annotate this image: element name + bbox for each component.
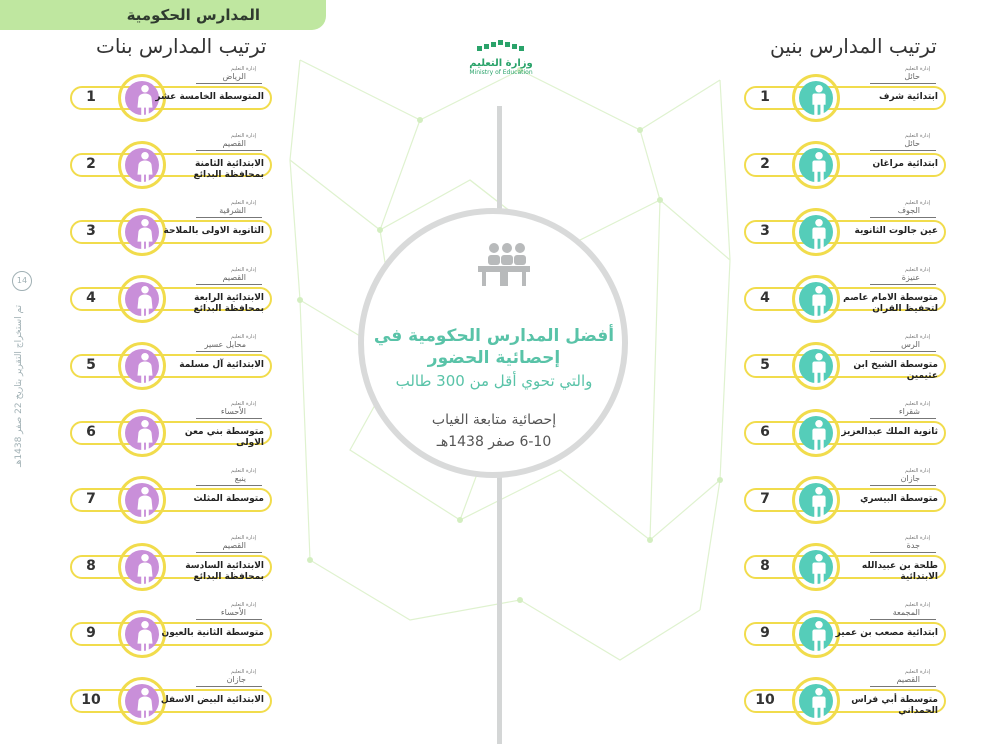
center-title-line2: إحصائية الحضور <box>427 348 561 368</box>
region-name: حائل <box>904 72 920 81</box>
rank-number: 8 <box>760 558 770 574</box>
female-person-icon <box>134 688 156 720</box>
rank-number: 4 <box>86 290 96 306</box>
school-name: متوسطة المثلث <box>193 494 264 504</box>
region-name: الأحساء <box>220 608 246 617</box>
school-name: ثانوية الملك عبدالعزيز <box>841 427 938 437</box>
education-dept-label: إدارة التعليم <box>231 267 256 273</box>
rank-number: 7 <box>760 491 770 507</box>
region-underline <box>196 83 262 84</box>
region-name: محايل عسير <box>204 340 246 349</box>
rank-number: 8 <box>86 558 96 574</box>
rank-number: 9 <box>86 625 96 641</box>
region-underline <box>196 351 262 352</box>
region-underline <box>196 150 262 151</box>
side-note-text: تم استخراج التقرير بتاريخ 22 صفر 1438هـ <box>14 305 24 467</box>
male-person-icon <box>808 152 830 184</box>
region-name: الجوف <box>897 206 920 215</box>
education-dept-label: إدارة التعليم <box>231 401 256 407</box>
education-dept-label: إدارة التعليم <box>231 468 256 474</box>
center-subtitle: والتي تحوي أقل من 300 طالب <box>395 372 593 390</box>
region-name: حائل <box>904 139 920 148</box>
education-dept-label: إدارة التعليم <box>905 602 930 608</box>
region-underline <box>870 552 936 553</box>
school-name: الابتدائية البيض الاسفل <box>160 695 264 705</box>
header-tab <box>0 0 326 30</box>
school-name: ابتدائية شرف <box>879 92 938 102</box>
education-dept-label: إدارة التعليم <box>905 669 930 675</box>
region-underline <box>870 418 936 419</box>
male-person-icon <box>808 286 830 318</box>
school-name: متوسطة الامام عاصم لتحفيظ القران <box>843 293 938 314</box>
ministry-logo <box>456 36 546 86</box>
region-name: الشرقية <box>219 206 246 215</box>
region-underline <box>196 418 262 419</box>
school-name: متوسطة البيسري <box>860 494 938 504</box>
rank-number: 9 <box>760 625 770 641</box>
school-name: ابتدائية مصعب بن عمير <box>835 628 938 638</box>
ministry-name-en: Ministry of Education <box>469 69 533 76</box>
region-name: المجمعة <box>892 608 920 617</box>
school-name: المتوسطة الخامسة عشر <box>155 92 264 102</box>
male-person-icon <box>808 85 830 117</box>
header-label: المدارس الحكومية <box>126 6 260 24</box>
female-person-icon <box>134 286 156 318</box>
education-dept-label: إدارة التعليم <box>231 200 256 206</box>
rank-number: 4 <box>760 290 770 306</box>
region-name: القصيم <box>222 541 246 550</box>
female-person-icon <box>134 353 156 385</box>
male-person-icon <box>808 688 830 720</box>
school-name: متوسطة الثانية بالعيون <box>161 628 264 638</box>
female-person-icon <box>134 554 156 586</box>
education-dept-label: إدارة التعليم <box>905 401 930 407</box>
region-underline <box>196 284 262 285</box>
school-name: طلحة بن عبيدالله الابتدائية <box>861 561 938 582</box>
region-underline <box>196 485 262 486</box>
school-name: الابتدائية آل مسلمة <box>179 360 264 370</box>
region-name: ينبع <box>234 474 246 483</box>
school-name: متوسطة الشيخ ابن عثيمين <box>853 360 938 381</box>
girls-column-title: ترتيب المدارس بنات <box>96 34 267 58</box>
rank-number: 5 <box>760 357 770 373</box>
education-dept-label: إدارة التعليم <box>231 535 256 541</box>
male-person-icon <box>808 621 830 653</box>
rank-number: 3 <box>86 223 96 239</box>
rank-number: 6 <box>760 424 770 440</box>
region-underline <box>870 83 936 84</box>
rank-number: 1 <box>86 89 96 105</box>
region-name: جدة <box>906 541 920 550</box>
rank-number: 3 <box>760 223 770 239</box>
side-note <box>6 266 28 496</box>
region-name: الرياض <box>222 72 246 81</box>
female-person-icon <box>134 85 156 117</box>
region-underline <box>196 552 262 553</box>
center-stats-title: إحصائية متابعة الغياب <box>431 412 557 428</box>
rank-number: 5 <box>86 357 96 373</box>
rank-number: 2 <box>86 156 96 172</box>
male-person-icon <box>808 219 830 251</box>
region-name: القصيم <box>896 675 920 684</box>
male-person-icon <box>808 353 830 385</box>
ministry-name-ar: وزارة التعليم <box>469 58 533 69</box>
bottom-divider-line <box>497 474 502 744</box>
boys-column-title: ترتيب المدارس بنين <box>770 34 937 58</box>
school-name: متوسطة بني معن الاولى <box>184 427 264 448</box>
female-person-icon <box>134 152 156 184</box>
region-name: جازان <box>900 474 920 483</box>
education-dept-label: إدارة التعليم <box>905 66 930 72</box>
education-dept-label: إدارة التعليم <box>905 535 930 541</box>
top-divider-line <box>497 106 502 212</box>
rank-number: 7 <box>86 491 96 507</box>
region-name: جازان <box>226 675 246 684</box>
rank-number: 6 <box>86 424 96 440</box>
female-person-icon <box>134 621 156 653</box>
school-name: الابتدائية الثامنة بمحافظة البدائع <box>193 159 264 180</box>
region-underline <box>196 619 262 620</box>
school-name: الابتدائية السادسة بمحافظة البدائع <box>185 561 264 582</box>
region-underline <box>870 619 936 620</box>
region-name: القصيم <box>222 273 246 282</box>
education-dept-label: إدارة التعليم <box>231 602 256 608</box>
school-name: عين جالوت الثانوية <box>854 226 938 236</box>
classroom-icon <box>474 240 534 290</box>
region-underline <box>870 351 936 352</box>
ministry-logo-icon <box>473 36 529 54</box>
male-person-icon <box>808 554 830 586</box>
school-name: متوسطة أبي فراس الحمداني <box>851 695 938 716</box>
region-name: الأحساء <box>220 407 246 416</box>
page-number: 14 <box>12 271 32 291</box>
female-person-icon <box>134 420 156 452</box>
education-dept-label: إدارة التعليم <box>905 133 930 139</box>
region-name: الرس <box>901 340 920 349</box>
region-name: عنيزة <box>901 273 920 282</box>
rank-number: 10 <box>755 692 775 708</box>
center-stats-date: 6-10 صفر 1438هـ <box>436 434 552 450</box>
region-underline <box>870 485 936 486</box>
school-name: الثانوية الاولى بالملاحة <box>163 226 264 236</box>
region-underline <box>196 686 262 687</box>
region-underline <box>870 686 936 687</box>
education-dept-label: إدارة التعليم <box>231 334 256 340</box>
school-name: ابتدائية مراغان <box>872 159 938 169</box>
male-person-icon <box>808 487 830 519</box>
education-dept-label: إدارة التعليم <box>905 267 930 273</box>
female-person-icon <box>134 487 156 519</box>
region-name: القصيم <box>222 139 246 148</box>
female-person-icon <box>134 219 156 251</box>
region-name: شقراء <box>898 407 920 416</box>
education-dept-label: إدارة التعليم <box>905 200 930 206</box>
region-underline <box>870 284 936 285</box>
rank-number: 10 <box>81 692 101 708</box>
male-person-icon <box>808 420 830 452</box>
education-dept-label: إدارة التعليم <box>231 66 256 72</box>
region-underline <box>870 217 936 218</box>
region-underline <box>196 217 262 218</box>
education-dept-label: إدارة التعليم <box>231 133 256 139</box>
region-underline <box>870 150 936 151</box>
rank-number: 1 <box>760 89 770 105</box>
education-dept-label: إدارة التعليم <box>905 468 930 474</box>
education-dept-label: إدارة التعليم <box>231 669 256 675</box>
center-title-line1: أفضل المدارس الحكومية في <box>373 326 615 346</box>
school-name: الابتدائية الرابعة بمحافظة البدائع <box>193 293 264 314</box>
education-dept-label: إدارة التعليم <box>905 334 930 340</box>
rank-number: 2 <box>760 156 770 172</box>
